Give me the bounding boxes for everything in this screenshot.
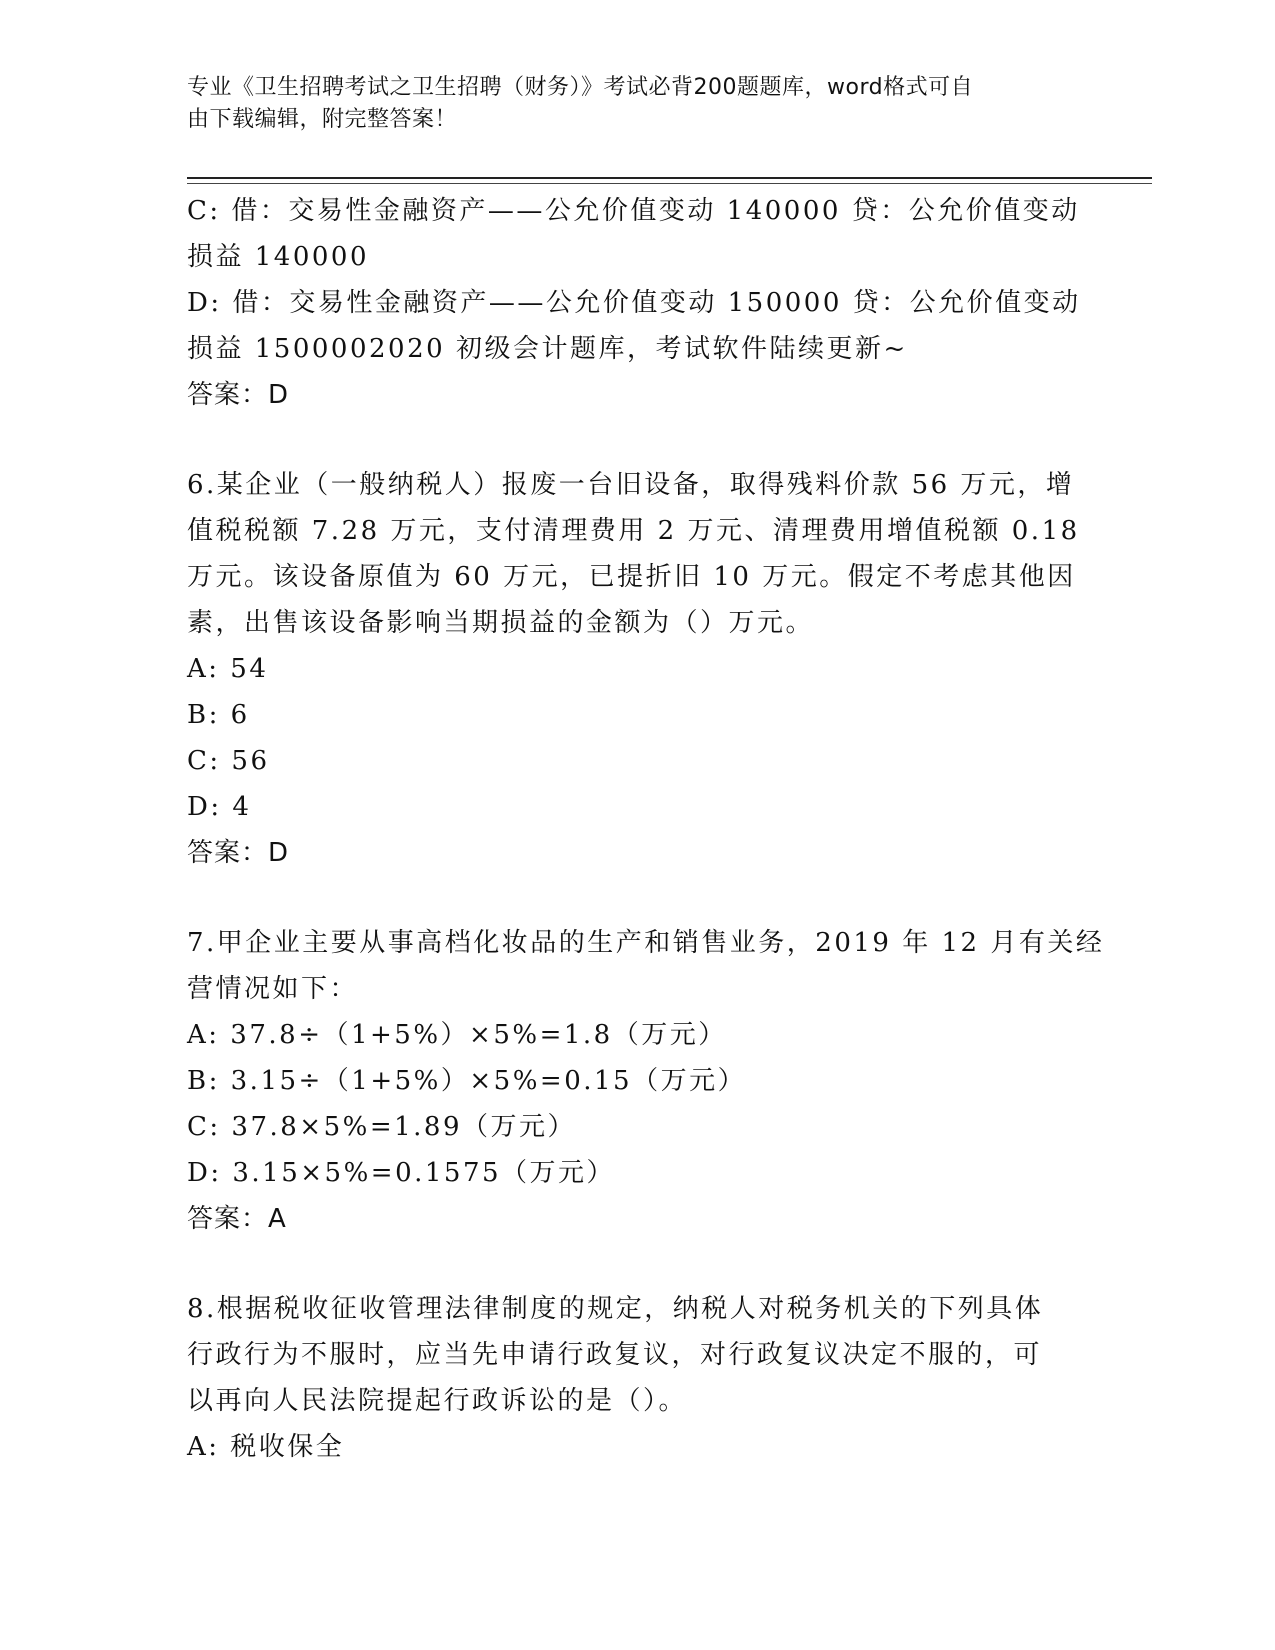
question-text-line: 万元。该设备原值为 60 万元，已提折旧 10 万元。假定不考虑其他因 [187,562,1076,592]
header-line-1: 专业《卫生招聘考试之卫生招聘（财务）》考试必背200题题库，word格式可自 [187,75,974,100]
answer-line [187,830,1087,876]
question-block-6 [187,462,1087,876]
option-c: C: 56 [187,746,270,776]
option-c-line-2: 损益 140000 [187,242,370,272]
question-text-line: 6.某企业（一般纳税人）报废一台旧设备，取得残料价款 56 万元，增 [187,470,1075,500]
question-text-line: 营情况如下： [187,974,359,1004]
question-content [187,188,1105,1470]
option-a: A: 税收保全 [187,1432,345,1462]
spacer [187,1242,1087,1286]
question-block-5 [187,188,1087,418]
page-header [187,72,1067,136]
spacer [187,876,1087,920]
answer-value: D [268,380,289,410]
option-d-line-1: D: 借：交易性金融资产——公允价值变动 150000 贷：公允价值变动 [187,288,1081,318]
answer-line [187,372,1087,418]
question-text-line: 素，出售该设备影响当期损益的金额为（）万元。 [187,608,815,638]
option-a: A: 37.8÷（1+5%）×5%=1.8（万元） [187,1020,727,1050]
option-c-line-1: C: 借：交易性金融资产——公允价值变动 140000 贷：公允价值变动 [187,196,1080,226]
question-text-line: 行政行为不服时，应当先申请行政复议，对行政复议决定不服的，可 [187,1340,1043,1370]
option-c: C: 37.8×5%=1.89（万元） [187,1112,577,1142]
question-text-line: 8.根据税收征收管理法律制度的规定，纳税人对税务机关的下列具体 [187,1294,1044,1324]
option-a: A: 54 [187,654,269,684]
option-d-line-2: 损益 1500002020 初级会计题库，考试软件陆续更新~ [187,334,908,364]
question-text-line: 值税税额 7.28 万元，支付清理费用 2 万元、清理费用增值税额 0.18 [187,516,1080,546]
answer-line [187,1196,1087,1242]
option-b: B: 3.15÷（1+5%）×5%=0.15（万元） [187,1066,747,1096]
question-text-line: 以再向人民法院提起行政诉讼的是（）。 [187,1386,688,1416]
spacer [187,418,1087,462]
option-d: D: 4 [187,792,252,822]
answer-value: D [268,838,289,868]
option-d: D: 3.15×5%=0.1575（万元） [187,1158,616,1188]
answer-label: 答案： [187,1204,269,1234]
header-divider-thin [187,183,1152,184]
option-b: B: 6 [187,700,250,730]
answer-value: A [268,1204,286,1234]
question-text-line: 7.甲企业主要从事高档化妆品的生产和销售业务，2019 年 12 月有关经 [187,928,1105,958]
header-line-2: 由下载编辑，附完整答案！ [187,107,458,132]
question-block-7 [187,920,1105,1242]
header-divider-thick [187,177,1152,179]
question-block-8 [187,1286,1087,1470]
answer-label: 答案： [187,838,269,868]
answer-label: 答案： [187,380,269,410]
